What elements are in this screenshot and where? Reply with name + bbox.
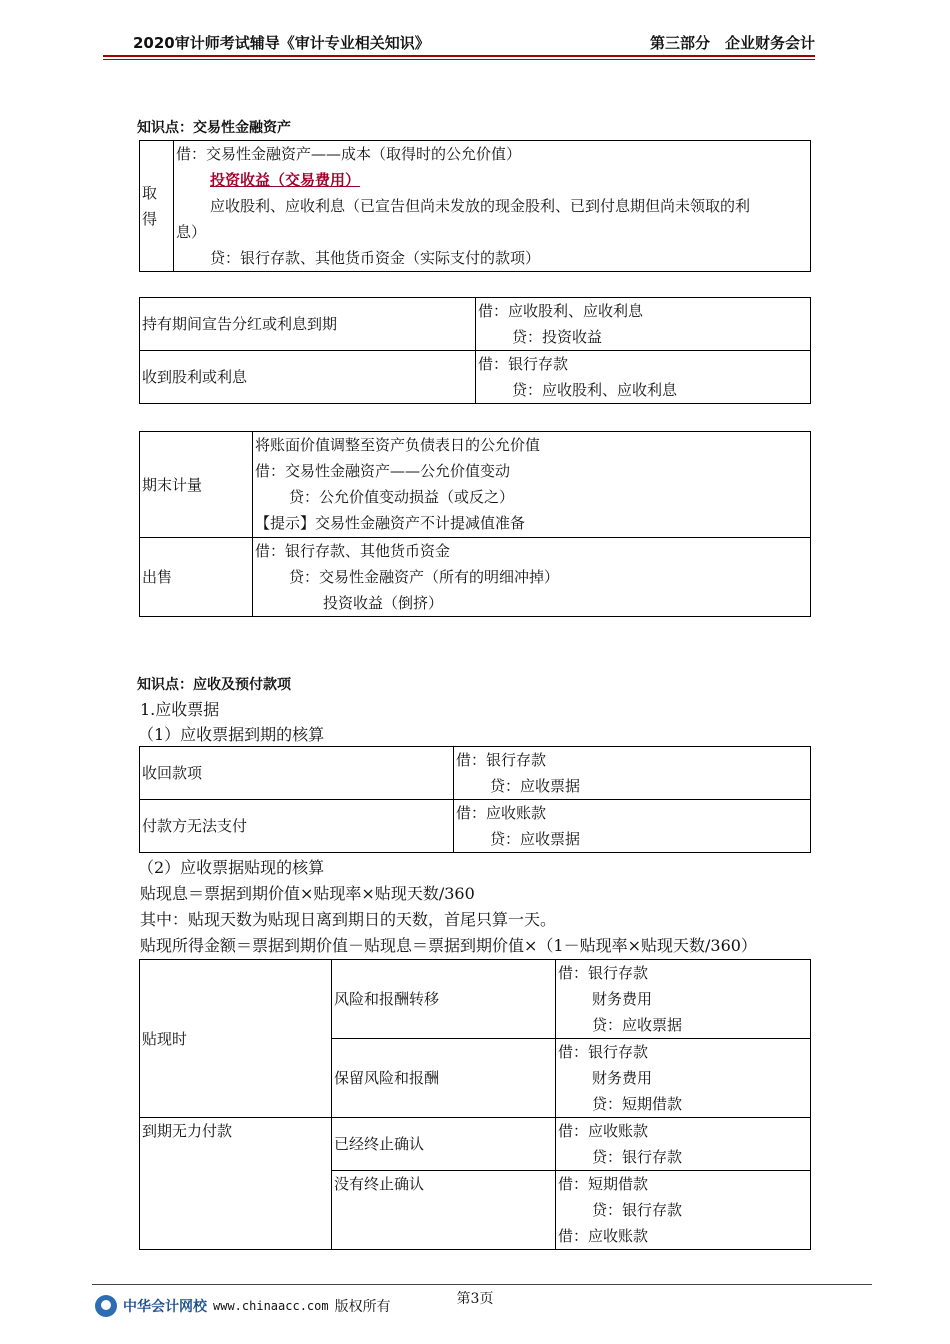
cell-entries <box>476 351 811 404</box>
section-title-receivables: 知识点：应收及预付款项 <box>137 677 291 693</box>
cell-entries <box>253 432 811 538</box>
debit-line: 借：应收账款 <box>456 804 547 822</box>
header-rule-thin <box>103 59 815 60</box>
debit-line: 借：应收股利、应收利息 <box>478 302 644 320</box>
cell-case: 没有终止确认 <box>332 1171 556 1250</box>
copyright: 版权所有 <box>334 1299 391 1315</box>
cell-entries <box>454 747 811 800</box>
cell-entries <box>454 800 811 853</box>
entry-line: 借：银行存款、其他货币资金 <box>255 542 451 560</box>
entry-line: 借：交易性金融资产——公允价值变动 <box>255 462 511 480</box>
credit-line: 贷：应收股利、应收利息 <box>512 381 678 399</box>
cell-entries <box>556 1039 811 1118</box>
cell-entries <box>556 960 811 1039</box>
cell-case: 保留风险和报酬 <box>332 1039 556 1118</box>
cell-entries <box>556 1171 811 1250</box>
entry-line: 借：应收账款 <box>558 1122 649 1140</box>
page-header <box>103 30 815 60</box>
entry-line: 贷：银行存款 <box>592 1201 683 1219</box>
table-note-maturity <box>139 746 811 853</box>
cell-label: 取得 <box>140 141 174 272</box>
cell-label: 贴现时 <box>140 960 332 1118</box>
entry-line: 贷：应收票据 <box>592 1016 683 1034</box>
entry-line <box>176 167 808 193</box>
cell-entries <box>253 538 811 617</box>
cell-label: 持有期间宣告分红或利息到期 <box>140 298 476 351</box>
debit-line: 借：银行存款 <box>456 751 547 769</box>
table-acquisition <box>139 140 811 272</box>
header-rule <box>103 55 815 57</box>
entry-line: 贷：公允价值变动损益（或反之） <box>289 488 515 506</box>
cell-label: 付款方无法支付 <box>140 800 454 853</box>
debit-line: 借：银行存款 <box>478 355 569 373</box>
entry-line: 贷：银行存款 <box>592 1148 683 1166</box>
brand-name: 中华会计网校 <box>123 1299 207 1315</box>
subheading-discount: （2）应收票据贴现的核算 <box>138 858 325 877</box>
credit-line: 贷：投资收益 <box>512 328 603 346</box>
subheading-notes: 1.应收票据 <box>140 700 220 719</box>
entry-line: 贷：短期借款 <box>592 1095 683 1113</box>
header-section: 第三部分 企业财务会计 <box>649 34 815 52</box>
entry-line: 借：银行存款 <box>558 1043 649 1061</box>
cell-label: 到期无力付款 <box>140 1118 332 1250</box>
page-number: 第3页 <box>456 1291 494 1307</box>
entry-line: 借：应收账款 <box>558 1227 649 1245</box>
entry-line: 财务费用 <box>592 990 653 1008</box>
cell-label: 收回款项 <box>140 747 454 800</box>
brand-url[interactable]: www.chinaacc.com <box>213 1299 329 1313</box>
entry-line: 将账面价值调整至资产负债表日的公允价值 <box>255 436 541 454</box>
entry-line: 贷：交易性金融资产（所有的明细冲掉） <box>289 568 560 586</box>
formula-proceeds: 贴现所得金额＝票据到期价值－贴现息＝票据到期价值×（1－贴现率×贴现天数/360） <box>140 936 757 955</box>
subheading-maturity: （1）应收票据到期的核算 <box>138 725 325 744</box>
section-title-trading-assets: 知识点：交易性金融资产 <box>137 120 291 136</box>
footer-rule <box>92 1284 872 1285</box>
table-note-discount <box>139 959 811 1250</box>
entry-line: 财务费用 <box>592 1069 653 1087</box>
cell-entries <box>556 1118 811 1171</box>
highlight-fee: 投资收益（交易费用） <box>210 171 361 189</box>
cell-label: 期末计量 <box>140 432 253 538</box>
formula-discount-interest: 贴现息＝票据到期价值×贴现率×贴现天数/360 <box>140 884 475 903</box>
entry-line: 息） <box>176 223 207 241</box>
logo-icon <box>95 1295 117 1317</box>
entry-line: 【提示】交易性金融资产不计提减值准备 <box>255 514 526 532</box>
table-measurement-sale <box>139 431 811 617</box>
cell-case: 风险和报酬转移 <box>332 960 556 1039</box>
cell-label: 出售 <box>140 538 253 617</box>
header-title: 2020审计师考试辅导《审计专业相关知识》 <box>133 34 430 52</box>
cell-label: 收到股利或利息 <box>140 351 476 404</box>
formula-note: 其中：贴现天数为贴现日离到期日的天数，首尾只算一天。 <box>140 910 557 929</box>
footer-logo <box>95 1295 391 1317</box>
entry-line: 借：短期借款 <box>558 1175 649 1193</box>
entry-line: 贷：银行存款、其他货币资金（实际支付的款项） <box>210 249 541 267</box>
table-dividends <box>139 297 811 404</box>
credit-line: 贷：应收票据 <box>490 777 581 795</box>
cell-entries <box>174 141 811 272</box>
credit-line: 贷：应收票据 <box>490 830 581 848</box>
entry-line: 应收股利、应收利息（已宣告但尚未发放的现金股利、已到付息期但尚未领取的利 <box>210 197 751 215</box>
entry-line: 投资收益（倒挤） <box>323 594 444 612</box>
entry-line: 借：交易性金融资产——成本（取得时的公允价值） <box>176 145 522 163</box>
cell-entries <box>476 298 811 351</box>
cell-case: 已经终止确认 <box>332 1118 556 1171</box>
entry-line: 借：银行存款 <box>558 964 649 982</box>
